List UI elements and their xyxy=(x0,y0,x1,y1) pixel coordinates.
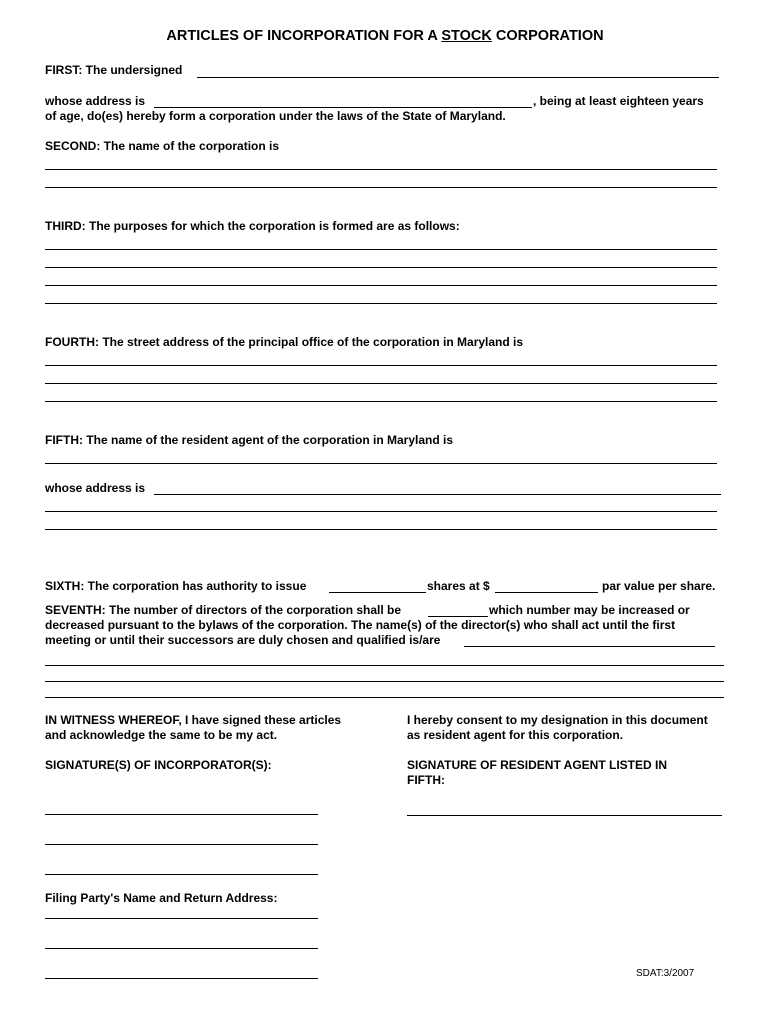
seventh-directors-field-1[interactable] xyxy=(464,646,715,647)
sig-agent-line1: SIGNATURE OF RESIDENT AGENT LISTED IN xyxy=(407,758,668,772)
incorporator-signature-field-1[interactable] xyxy=(45,814,318,815)
title-underlined-word: STOCK xyxy=(441,28,492,44)
sixth-shares-at: shares at $ xyxy=(427,579,490,593)
third-purpose-field-3[interactable] xyxy=(45,285,717,286)
form-code: SDAT:3/2007 xyxy=(636,968,695,979)
title-suffix: CORPORATION xyxy=(491,28,604,44)
sixth-par-value-field[interactable] xyxy=(495,592,598,593)
first-label: FIRST: The undersigned xyxy=(45,63,183,77)
witness-line1: IN WITNESS WHEREOF, I have signed these articles xyxy=(45,713,342,727)
sixth-par-label: par value per share. xyxy=(602,579,716,593)
fifth-address-field-1[interactable] xyxy=(154,494,721,495)
seventh-directors-field-3[interactable] xyxy=(45,681,724,682)
third-label: THIRD: The purposes for which the corporation is formed are as follows: xyxy=(45,219,460,233)
second-label: SECOND: The name of the corporation is xyxy=(45,139,280,153)
first-address-label: whose address is xyxy=(45,94,146,108)
sixth-label: SIXTH: The corporation has authority to issue xyxy=(45,579,307,593)
filing-field-2[interactable] xyxy=(45,948,318,949)
second-name-field-2[interactable] xyxy=(45,187,717,188)
filing-field-3[interactable] xyxy=(45,978,318,979)
third-purpose-field-1[interactable] xyxy=(45,249,717,250)
fourth-address-field-3[interactable] xyxy=(45,401,717,402)
third-purpose-field-2[interactable] xyxy=(45,267,717,268)
seventh-tail: which number may be increased or xyxy=(489,603,690,617)
fifth-address-field-2[interactable] xyxy=(45,511,717,512)
sig-incorporators-label: SIGNATURE(S) OF INCORPORATOR(S): xyxy=(45,758,272,772)
fourth-address-field-2[interactable] xyxy=(45,383,717,384)
agent-signature-field[interactable] xyxy=(407,815,722,816)
incorporator-signature-field-3[interactable] xyxy=(45,874,318,875)
seventh-line2: decreased pursuant to the bylaws of the corporation. The name(s) of the director(s) who shall act until the first xyxy=(45,618,676,632)
first-line2: of age, do(es) hereby form a corporation under the laws of the State of Maryland. xyxy=(45,109,506,123)
third-purpose-field-4[interactable] xyxy=(45,303,717,304)
first-address-tail: , being at least eighteen years xyxy=(533,94,704,108)
fourth-label: FOURTH: The street address of the principal office of the corporation in Maryland is xyxy=(45,335,524,349)
seventh-directors-count-field[interactable] xyxy=(428,616,488,617)
title-prefix: ARTICLES OF INCORPORATION FOR A xyxy=(166,28,442,44)
first-address-field[interactable] xyxy=(154,107,532,108)
second-name-field-1[interactable] xyxy=(45,169,717,170)
consent-line1: I hereby consent to my designation in this document xyxy=(407,713,708,727)
first-undersigned-field[interactable] xyxy=(197,77,719,78)
seventh-directors-field-4[interactable] xyxy=(45,697,724,698)
consent-line2: as resident agent for this corporation. xyxy=(407,728,624,742)
seventh-label: SEVENTH: The number of directors of the corporation shall be xyxy=(45,603,402,617)
filing-field-1[interactable] xyxy=(45,918,318,919)
incorporator-signature-field-2[interactable] xyxy=(45,844,318,845)
seventh-line3: meeting or until their successors are duly chosen and qualified is/are xyxy=(45,633,441,647)
fourth-address-field-1[interactable] xyxy=(45,365,717,366)
sixth-shares-field[interactable] xyxy=(329,592,426,593)
fifth-address-field-3[interactable] xyxy=(45,529,717,530)
filing-label: Filing Party's Name and Return Address: xyxy=(45,891,278,905)
fifth-label: FIFTH: The name of the resident agent of the corporation in Maryland is xyxy=(45,433,454,447)
sig-agent-line2: FIFTH: xyxy=(407,773,445,787)
witness-line2: and acknowledge the same to be my act. xyxy=(45,728,278,742)
fifth-agent-name-field[interactable] xyxy=(45,463,717,464)
seventh-directors-field-2[interactable] xyxy=(45,665,724,666)
fifth-address-label: whose address is xyxy=(45,481,146,495)
document-title xyxy=(0,28,770,44)
